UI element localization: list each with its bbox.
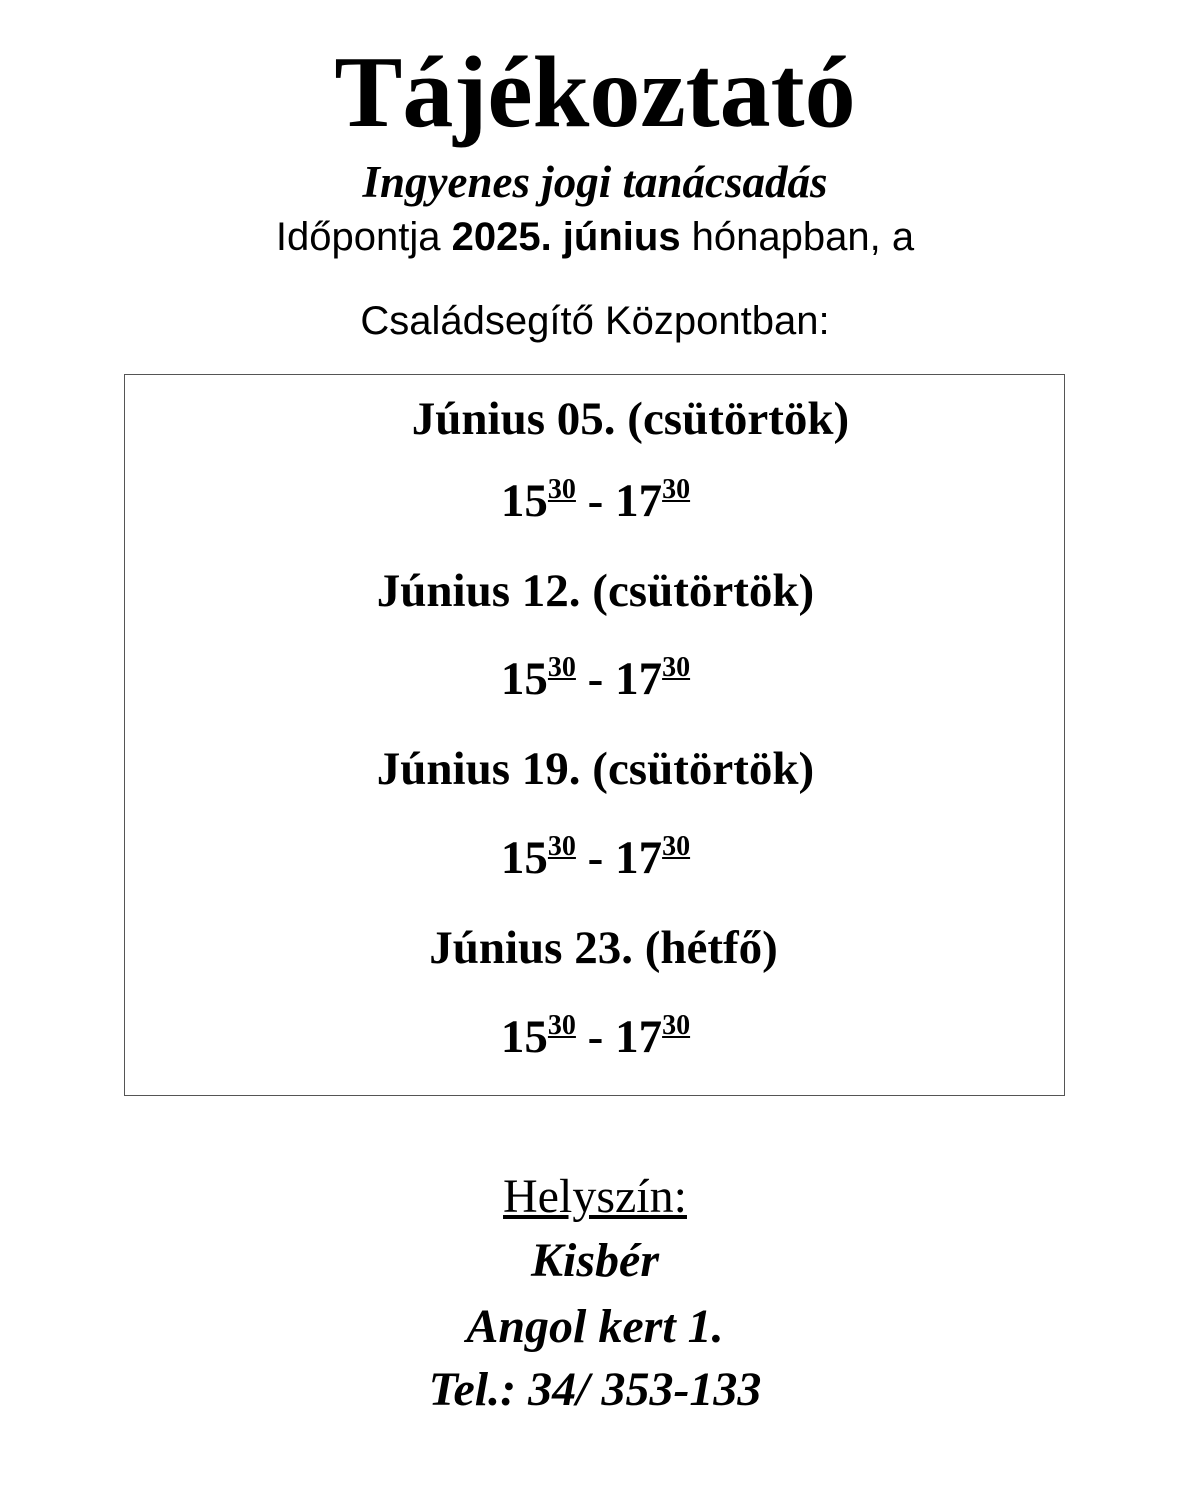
- page-subtitle: Ingyenes jogi tanácsadás: [362, 157, 828, 207]
- time-start-hour: 15: [500, 653, 548, 705]
- time-end-hour: 17: [615, 832, 663, 884]
- location-city: Kisbér: [530, 1234, 659, 1287]
- location-phone: Tel.: 34/ 353-133: [428, 1363, 762, 1416]
- time-start-minute: 30: [547, 1010, 576, 1041]
- date-line: [0, 212, 1190, 262]
- schedule-time-1: [125, 473, 1066, 529]
- time-start-minute: 30: [547, 474, 576, 505]
- time-separator: -: [575, 653, 616, 705]
- location-street: Angol kert 1.: [466, 1300, 724, 1353]
- time-end-minute: 30: [662, 652, 691, 683]
- date-line-prefix: Időpontja: [275, 215, 452, 259]
- time-separator: -: [575, 475, 616, 527]
- schedule-time-4: [125, 1009, 1066, 1065]
- time-end-minute: 30: [662, 1010, 691, 1041]
- schedule-day-3: Június 19. (csütörtök): [376, 743, 815, 795]
- location-label: Helyszín:: [503, 1170, 687, 1223]
- time-end-minute: 30: [662, 831, 691, 862]
- time-separator: -: [575, 832, 616, 884]
- time-end-hour: 17: [615, 1011, 663, 1063]
- time-end-hour: 17: [615, 475, 663, 527]
- schedule-time-3: [125, 830, 1066, 886]
- schedule-day-2: Június 12. (csütörtök): [376, 565, 815, 617]
- time-start-minute: 30: [547, 652, 576, 683]
- date-line-suffix: hónapban, a: [680, 215, 915, 259]
- schedule-day-1: Június 05. (csütörtök): [411, 393, 850, 445]
- time-start-hour: 15: [500, 1011, 548, 1063]
- time-end-minute: 30: [662, 474, 691, 505]
- schedule-time-2: [125, 651, 1066, 707]
- time-start-hour: 15: [500, 832, 548, 884]
- time-end-hour: 17: [615, 653, 663, 705]
- date-line-month: 2025. június: [451, 215, 681, 259]
- time-separator: -: [575, 1011, 616, 1063]
- venue-line: Családsegítő Központban:: [360, 299, 830, 343]
- schedule-day-4: Június 23. (hétfő): [429, 922, 778, 974]
- schedule-box: [124, 374, 1065, 1096]
- time-start-hour: 15: [500, 475, 548, 527]
- page-title: Tájékoztató: [334, 36, 856, 149]
- time-start-minute: 30: [547, 831, 576, 862]
